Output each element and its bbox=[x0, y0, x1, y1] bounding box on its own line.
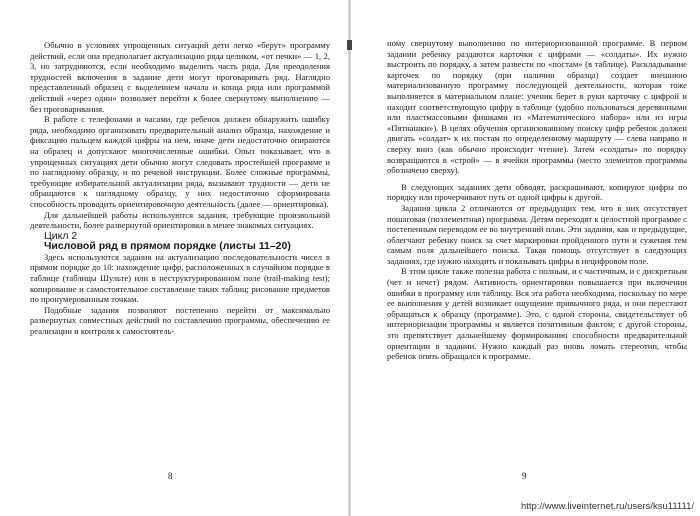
cycle-heading: Числовой ряд в прямом порядке (листы 11–20) bbox=[44, 240, 291, 253]
page-number-right: 9 bbox=[522, 471, 527, 481]
page-number-left: 8 bbox=[168, 471, 173, 481]
paragraph: Обычно в условиях упрощенных ситуаций дети легко «берут» программу действий, если она предполагает актуализацию ряда целиком, «от печки» — 1, 2, 3, но затрудняются, если необходимо выделить часть ряда. Для преодоления трудностей включения в задание дети могут проговаривать ряд. Наглядно представленный образец с выделением начала и конца ряда или программой действий «через один» позволяет перейти к более свернутому выполнению — без проговаривания. bbox=[30, 40, 330, 114]
cycle-label: Цикл 2 bbox=[44, 229, 78, 242]
left-page-text bbox=[30, 40, 330, 337]
paragraph: Для дальнейшей работы используются задания, требующие произвольной деятельности, более развернутой ориентировки в менее знакомых ситуациях. bbox=[30, 209, 330, 231]
paragraph: Подобные задания позволяют постепенно перейти от максимально развернутых совместных действий по составлению программы, обеспечению ее реализации и контроля к самостоятель- bbox=[30, 304, 330, 337]
paragraph: В работе с телефонами и часами, где ребенок должен обнаружить ошибку ряда, необходимо организовать предварительный анализ образца, нахождение и фиксацию пальцем каждой цифры на нем, иначе дети недостаточно опираются на образец и допускают многочисленные ошибки. Опыт показывает, что в упрощенных ситуациях дети обычно могут следовать простейшей программе и по наглядному образцу, и по речевой инструкции. Более сложные программы, требующие избирательной актуализации ряда, вызывают трудности — дети не обращаются к наглядному образцу, у них недостаточно сформирована способность проводить ориентировочную деятельность (далее — ориентировка). bbox=[30, 114, 330, 209]
paragraph: В следующих заданиях дети обводят, раскрашивают, копируют цифры по порядку или прочерчивают путь от одной цифры к другой. bbox=[387, 181, 687, 203]
paragraph: ному свернутому выполнению по интериоризованной программе. В первом задании ребенку раздаются карточки с цифрами — «солдаты». Их нужно выстроить по порядку, а затем развести по «постам» (в таблице). Раскладывание карточек по порядку (при наличии образца) создает внешнюю материализованную программу последующей деятельности, которая тоже выполняется в материальном плане: ученик берет в руки карточку с цифрой и находит соответствующую цифру в таблице (удобно пользоваться деревянными или пластмассовыми фишками из «Математического набора» или из игры «Пятнашки»). В целях обучения организованному поиску цифр ребенок должен двигать «солдат» к их постам по определенному маршруту — слева направо и сверху вниз (как обычно происходит чтение). Затем «солдаты» по порядку возвращаются в «строй» — в ячейки программы (место элементов программы обозначено сверху). bbox=[387, 38, 687, 176]
right-page bbox=[350, 0, 700, 516]
right-page-text bbox=[387, 38, 687, 362]
paragraph: В этом цикле также полезна работа с полным, и с частичным, и с дискретным (чет и нечет) рядом. Активность ориентировки повышается при включении ошибки в программу или таблицу. Вся эта работа необходима, поскольку по мере ее выполнения у детей возникает ощущение привычного ряда, и они перестают обращаться к образцу (программе). Это, с одной стороны, свидетельствует об интериоризации программы и является позитивным фактом; с другой стороны, это препятствует дальнейшему формированию способности предварительной ориентации в задании. Нужно каждый раз вновь ломать стереотип, чтобы ребенок опять обращался к программе. bbox=[387, 266, 687, 362]
paragraph: Задания цикла 2 отличаются от предыдущих тем, что в них отсутствует пошаговая (поэлементная) программа. Детям переходят к целостной программе с постепенным переводом ее во внутренний план. Эти задания, как и предыдущие, облегчают ребенку поиск за счет маркировки пройденного пути и сужения тем самым поля дальнейшего поиска. Такая помощь отсутствует в следующих заданиях, где нужно находить и показывать цифры в нецифровом поле. bbox=[387, 202, 687, 266]
paragraph: Здесь используются задания на актуализацию последовательности чисел в прямом порядке до 10: нахождение цифр, расположенных в случайном порядке в таблице (таблицы Шульте) или в неструктурированном поле (trail-making test); копирование и самостоятельное составление таких таблиц; рисование предметов по пронумерованным точкам. bbox=[30, 251, 330, 305]
source-url-watermark: http://www.liveinternet.ru/users/ksu11111/ bbox=[520, 501, 694, 512]
